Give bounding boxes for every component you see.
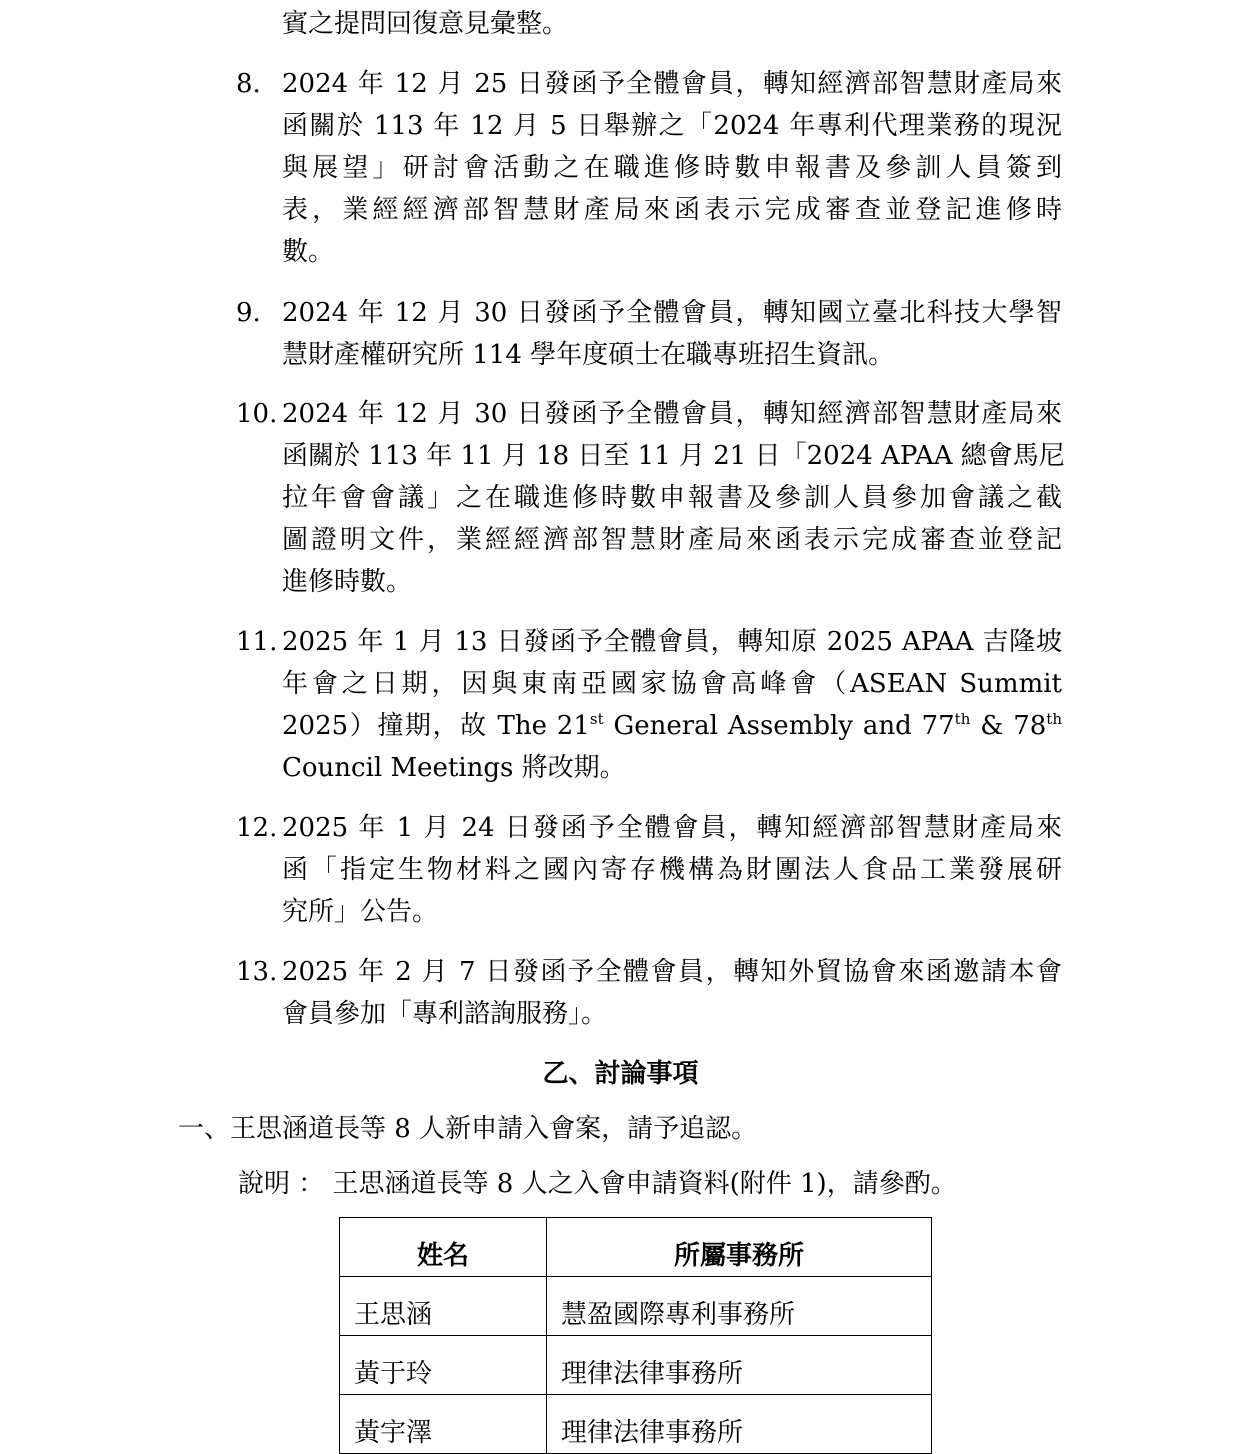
item-11-line-1	[236, 625, 1062, 659]
superscript-th-2: th	[1046, 710, 1062, 728]
item-8-line-3: 與展望」研討會活動之在職進修時數申報書及參訓人員簽到	[282, 153, 1062, 183]
case-1-title: 一、王思涵道長等 8 人新申請入會案，請予追認。	[178, 1114, 758, 1144]
item-10-text: 2024 年 12 月 30 日發函予全體會員，轉知經濟部智慧財產局來	[282, 399, 1062, 429]
item-12-text: 2025 年 1 月 24 日發函予全體會員，轉知經濟部智慧財產局來	[282, 813, 1062, 843]
item-8-number: 8.	[236, 69, 261, 99]
item-10-line-5: 進修時數。	[282, 567, 413, 597]
item-11-text: 2025 年 1 月 13 日發函予全體會員，轉知原 2025 APAA 吉隆坡	[282, 627, 1062, 657]
item-8-text: 2024 年 12 月 25 日發函予全體會員，轉知經濟部智慧財產局來	[282, 69, 1062, 99]
item-11-line-3-a: 2025）撞期，故 The 21	[282, 711, 590, 741]
superscript-st: st	[589, 710, 604, 728]
item-12-line-2: 函「指定生物材料之國內寄存機構為財團法人食品工業發展研	[282, 855, 1062, 885]
item-11-line-3-c: & 78	[970, 711, 1047, 741]
member-table	[339, 1217, 932, 1454]
item-13-text: 2025 年 2 月 7 日發函予全體會員，轉知外貿協會來函邀請本會	[282, 957, 1062, 987]
table-header-row	[340, 1218, 932, 1277]
section-heading: 乙、討論事項	[542, 1059, 699, 1089]
item-8-line-1	[236, 67, 1062, 101]
item-10-line-2: 函關於 113 年 11 月 18 日至 11 月 21 日「2024 APAA 總會馬尼	[282, 441, 1065, 471]
cell-firm: 理律法律事務所	[547, 1336, 932, 1395]
item-11-line-4: Council Meetings 將改期。	[282, 753, 626, 783]
item-7-tail: 賓之提問回復意見彙整。	[282, 9, 569, 39]
cell-name: 王思涵	[340, 1277, 547, 1336]
item-12-line-3: 究所」公告。	[282, 897, 439, 927]
item-11-number: 11.	[236, 627, 278, 657]
item-10-number: 10.	[236, 399, 278, 429]
item-12-number: 12.	[236, 813, 278, 843]
table-row	[340, 1395, 932, 1454]
table-row	[340, 1277, 932, 1336]
cell-firm: 慧盈國際專利事務所	[547, 1277, 932, 1336]
item-9-line-2: 慧財產權研究所 114 學年度碩士在職專班招生資訊。	[282, 340, 895, 370]
case-1-explanation: 說明 ： 王思涵道長等 8 人之入會申請資料(附件 1)，請參酌。	[238, 1169, 957, 1199]
item-10-line-1	[236, 397, 1062, 431]
cell-firm: 理律法律事務所	[547, 1395, 932, 1454]
item-10-line-3: 拉年會會議」之在職進修時數申報書及參訓人員參加會議之截	[282, 483, 1062, 513]
item-12-line-1	[236, 811, 1062, 845]
item-8-line-2: 函關於 113 年 12 月 5 日舉辦之「2024 年專利代理業務的現況	[282, 111, 1062, 141]
cell-name: 黃于玲	[340, 1336, 547, 1395]
item-9-text: 2024 年 12 月 30 日發函予全體會員，轉知國立臺北科技大學智	[282, 298, 1062, 328]
item-13-number: 13.	[236, 957, 278, 987]
item-11-line-3	[282, 709, 1062, 743]
item-13-line-2: 會員參加「專利諮詢服務」。	[282, 999, 608, 1029]
item-8-line-4: 表，業經經濟部智慧財產局來函表示完成審查並登記進修時	[282, 195, 1062, 225]
item-8-line-5: 數。	[282, 237, 335, 267]
item-11-line-3-b: General Assembly and 77	[603, 711, 955, 741]
header-name: 姓名	[340, 1218, 547, 1277]
superscript-th-1: th	[954, 710, 971, 728]
item-13-line-1	[236, 955, 1062, 989]
header-firm: 所屬事務所	[547, 1218, 932, 1277]
item-10-line-4: 圖證明文件，業經經濟部智慧財產局來函表示完成審查並登記	[282, 525, 1062, 555]
item-9-number: 9.	[236, 298, 261, 328]
table-row	[340, 1336, 932, 1395]
item-11-line-2: 年會之日期，因與東南亞國家協會高峰會（ASEAN Summit	[282, 669, 1062, 699]
item-9-line-1	[236, 296, 1062, 330]
cell-name: 黃宇澤	[340, 1395, 547, 1454]
